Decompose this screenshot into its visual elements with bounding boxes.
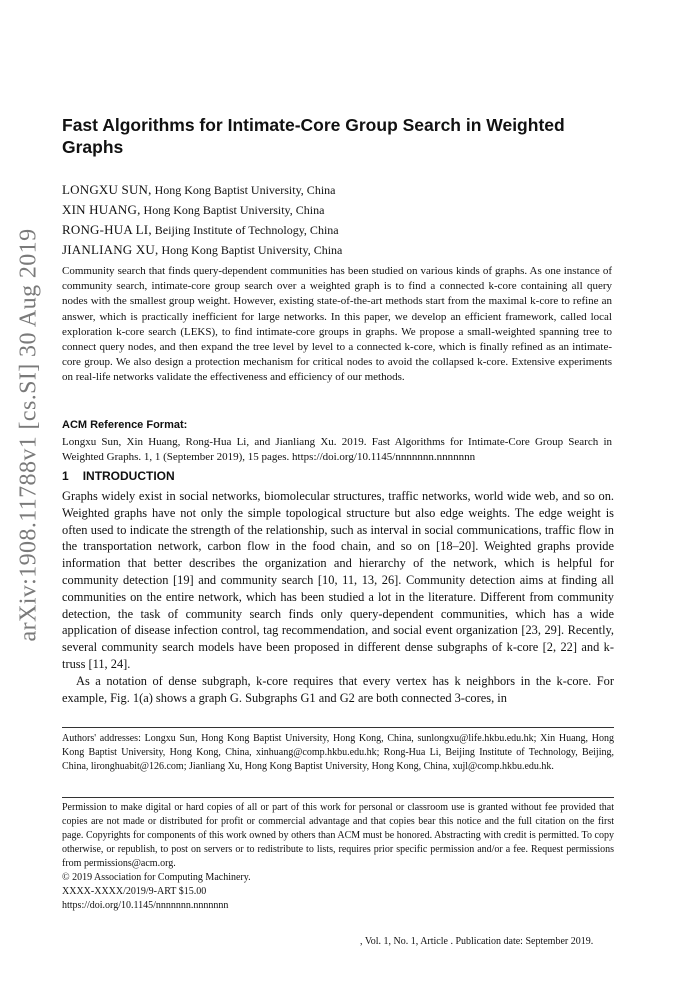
section-number: 1 bbox=[62, 469, 69, 483]
paper-title: Fast Algorithms for Intimate-Core Group Search in Weighted Graphs bbox=[62, 115, 565, 157]
intro-paragraph-1: Graphs widely exist in social networks, biomolecular structures, traffic networks, world wide web, and so on. Weighted graphs have not only the simple topological structure but also edge weights. The edge weight is often used to indicate the strength of the relationship, such as interval in social communications, traffic flow in the transportation network, carbon flow in the food chain, and so on [18–20]. Weighted graphs provide information that better describes the organization and hierarchy of the network, which is helpful for community detection [19] and community search [10, 11, 13, 26]. Community detection aims at finding all communities on the entire network, which has been studied a lot in the literature. Different from community detection, the task of community search finds only query-dependent communities, which has a wide application of disease infection control, tag recommendation, and social event organization [23, 29]. Recently, several community search models have been proposed in different dense subgraphs of k-core [2, 22] and k-truss [11, 24]. bbox=[62, 489, 614, 671]
arxiv-identifier: arXiv:1908.11788v1 [cs.SI] 30 Aug 2019 bbox=[15, 228, 42, 642]
author-name: JIANLIANG XU, bbox=[62, 242, 159, 257]
acm-reference-heading: ACM Reference Format: bbox=[62, 419, 188, 431]
arxiv-sidebar bbox=[14, 200, 44, 670]
author-affiliation: Hong Kong Baptist University, China bbox=[151, 183, 336, 197]
author-affiliation: Hong Kong Baptist University, China bbox=[140, 203, 325, 217]
intro-paragraph-2: As a notation of dense subgraph, k-core requires that every vertex has k neighbors in the k-core. For example, Fig. 1(a) shows a graph G. Subgraphs G1 and G2 are both connected 3-cores, in bbox=[62, 673, 614, 705]
abstract: Community search that finds query-dependent communities has been studied on various kinds of graphs. As one instance of community search, intimate-core group search over a weighted graph is to find a connected k-core containing all query nodes with the smallest group weight. However, existing state-of-the-art methods start from the maximal k-core to refine an answer, which is practically inefficient for large networks. In this paper, we develop an efficient framework, called local exploration k-core search (LEKS), to find intimate-core groups in graphs. We propose a small-weighted spanning tree to connect query nodes, and then expand the tree level by level to a connected k-core, which is finally refined as an intimate-core group. We also design a protection mechanism for critical nodes to avoid the collapsed k-core. Extensive experiments on real-life networks validate the effectiveness and efficiency of our methods. bbox=[62, 265, 612, 384]
page-footer: , Vol. 1, No. 1, Article . Publication date: September 2019. bbox=[360, 936, 594, 947]
author-list bbox=[62, 180, 622, 260]
permission-text: Permission to make digital or hard copies of all or part of this work for personal or classroom use is granted without fee provided that copies are not made or distributed for profit or commercial advantage and that copies bear this notice and the full citation on the first page. Copyrights for components of this work owned by others than ACM must be honored. Abstracting with credit is permitted. To copy otherwise, or republish, to post on servers or to redistribute to lists, requires prior specific permission and/or a fee. Request permissions from permissions@acm.org. bbox=[62, 802, 614, 869]
author-affiliation: Beijing Institute of Technology, China bbox=[151, 223, 339, 237]
section-title: INTRODUCTION bbox=[82, 469, 175, 483]
authors-addresses: Authors' addresses: Longxu Sun, Hong Kong Baptist University, Hong Kong, China, sunlongxu@life.hkbu.edu.hk; Xin Huang, Hong Kong Baptist University, Hong Kong, China, xinhuang@comp.hkbu.edu.hk; Rong-Hua Li, Beijing Institute of Technology, Beijing, China, lironghuabit@126.com; Jianliang Xu, Hong Kong Baptist University, Hong Kong, China, xujl@comp.hkbu.edu.hk. bbox=[62, 733, 614, 772]
introduction-body bbox=[62, 488, 614, 706]
permission-block bbox=[62, 801, 614, 913]
author-affiliation: Hong Kong Baptist University, China bbox=[158, 243, 343, 257]
author-name: LONGXU SUN, bbox=[62, 182, 152, 197]
author-name: XIN HUANG, bbox=[62, 202, 141, 217]
author-name: RONG-HUA LI, bbox=[62, 222, 152, 237]
author-entry bbox=[62, 180, 622, 200]
issn-line: XXXX-XXXX/2019/9-ART $15.00 bbox=[62, 886, 207, 897]
section-heading bbox=[62, 469, 175, 483]
copyright-line: © 2019 Association for Computing Machinery. bbox=[62, 872, 251, 883]
acm-reference: Longxu Sun, Xin Huang, Rong-Hua Li, and Jianliang Xu. 2019. Fast Algorithms for Intimate-Core Group Search in Weighted Graphs. 1, 1 (September 2019), 15 pages. https://doi.org/10.1145/nnnnnnn.nnnnnnn bbox=[62, 436, 612, 463]
footnote-divider bbox=[62, 727, 614, 728]
permission-divider bbox=[62, 797, 614, 798]
author-entry bbox=[62, 240, 622, 260]
author-entry bbox=[62, 220, 622, 240]
doi-line: https://doi.org/10.1145/nnnnnnn.nnnnnnn bbox=[62, 900, 229, 911]
author-entry bbox=[62, 200, 622, 220]
